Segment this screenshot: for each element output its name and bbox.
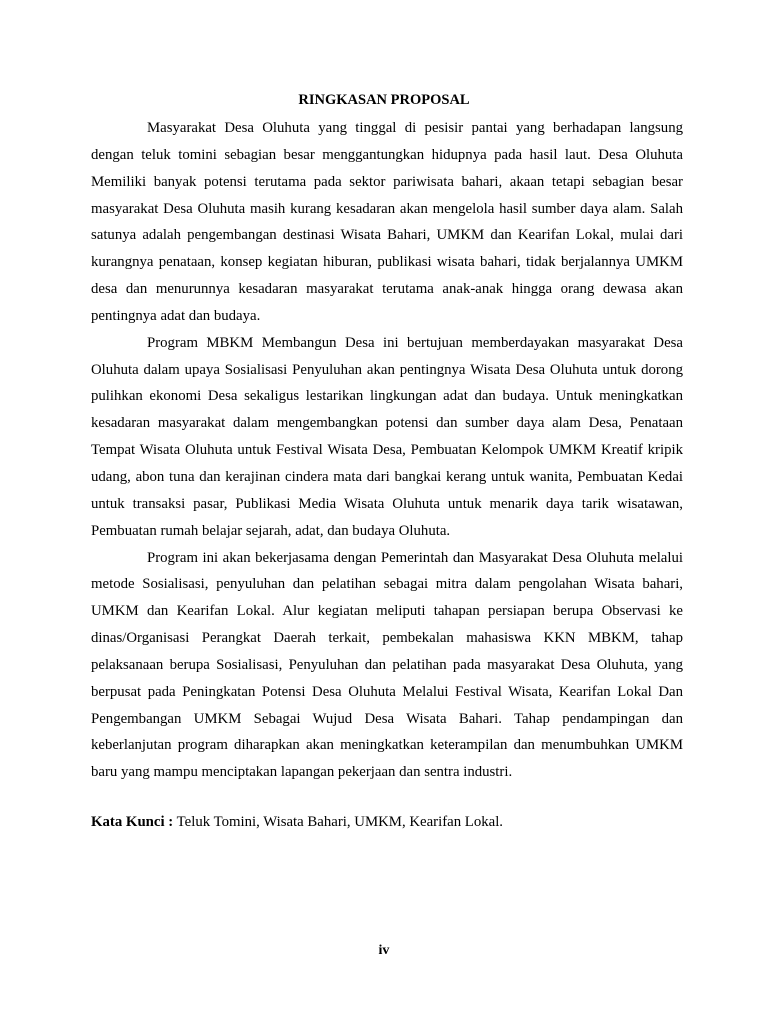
page-number: iv — [378, 943, 390, 958]
keywords-line — [91, 810, 683, 834]
summary-body — [91, 115, 683, 786]
summary-paragraph-2: Program MBKM Membangun Desa ini bertujuan memberdayakan masyarakat Desa Oluhuta dalam upaya Sosialisasi Penyuluhan akan pentingnya Wisata Desa Oluhuta untuk dorong pulihkan ekonomi Desa sekaligus lestarikan lingkungan adat dan budaya. Untuk meningkatkan kesadaran masyarakat dalam mengembangkan potensi dan sumber daya alam Desa, Penataan Tempat Wisata Oluhuta untuk Festival Wisata Desa, Pembuatan Kelompok UMKM Kreatif kripik udang, abon tuna dan kerajinan cindera mata dari bangkai kerang untuk wanita, Pembuatan Kedai untuk transaksi pasar, Publikasi Media Wisata Oluhuta untuk menarik daya tarik wisatawan, Pembuatan rumah belajar sejarah, adat, dan budaya Oluhuta. — [91, 334, 683, 539]
summary-paragraph-1: Masyarakat Desa Oluhuta yang tinggal di pesisir pantai yang berhadapan langsung dengan teluk tomini sebagian besar menggantungkan hidupnya pada hasil laut. Desa Oluhuta Memiliki banyak potensi terutama pada sektor pariwisata bahari, akaan tetapi sebagian besar masyarakat Desa Oluhuta masih kurang kesadaran akan mengelola hasil sumber daya alam. Salah satunya adalah pengembangan destinasi Wisata Bahari, UMKM dan Kearifan Lokal, mulai dari kurangnya penataan, konsep kegiatan hiburan, publikasi wisata bahari, tidak berjalannya UMKM desa dan menurunnya kesadaran masyarakat terutama anak-anak hingga orang dewasa akan pentingnya adat dan budaya. — [91, 120, 683, 324]
document-title: RINGKASAN PROPOSAL — [298, 92, 470, 108]
keywords-label: Kata Kunci : — [91, 814, 174, 830]
summary-paragraph-3: Program ini akan bekerjasama dengan Pemerintah dan Masyarakat Desa Oluhuta melalui metode Sosialisasi, penyuluhan dan pelatihan sebagai mitra dalam pengolahan Wisata bahari, UMKM dan Kearifan Lokal. Alur kegiatan meliputi tahapan persiapan berupa Observasi ke dinas/Organisasi Perangkat Daerah terkait, pembekalan mahasiswa KKN MBKM, tahap pelaksanaan berupa Sosialisasi, Penyuluhan dan pelatihan pada masyarakat Desa Oluhuta, yang berpusat pada Peningkatan Potensi Desa Oluhuta Melalui Festival Wisata, Kearifan Lokal Dan Pengembangan UMKM Sebagai Wujud Desa Wisata Bahari. Tahap pendampingan dan keberlanjutan program diharapkan akan meningkatkan keterampilan dan menumbuhkan UMKM baru yang mampu menciptakan lapangan pekerjaan dan sentra industri. — [91, 549, 683, 781]
keywords-text: Teluk Tomini, Wisata Bahari, UMKM, Kearifan Lokal. — [173, 814, 504, 830]
